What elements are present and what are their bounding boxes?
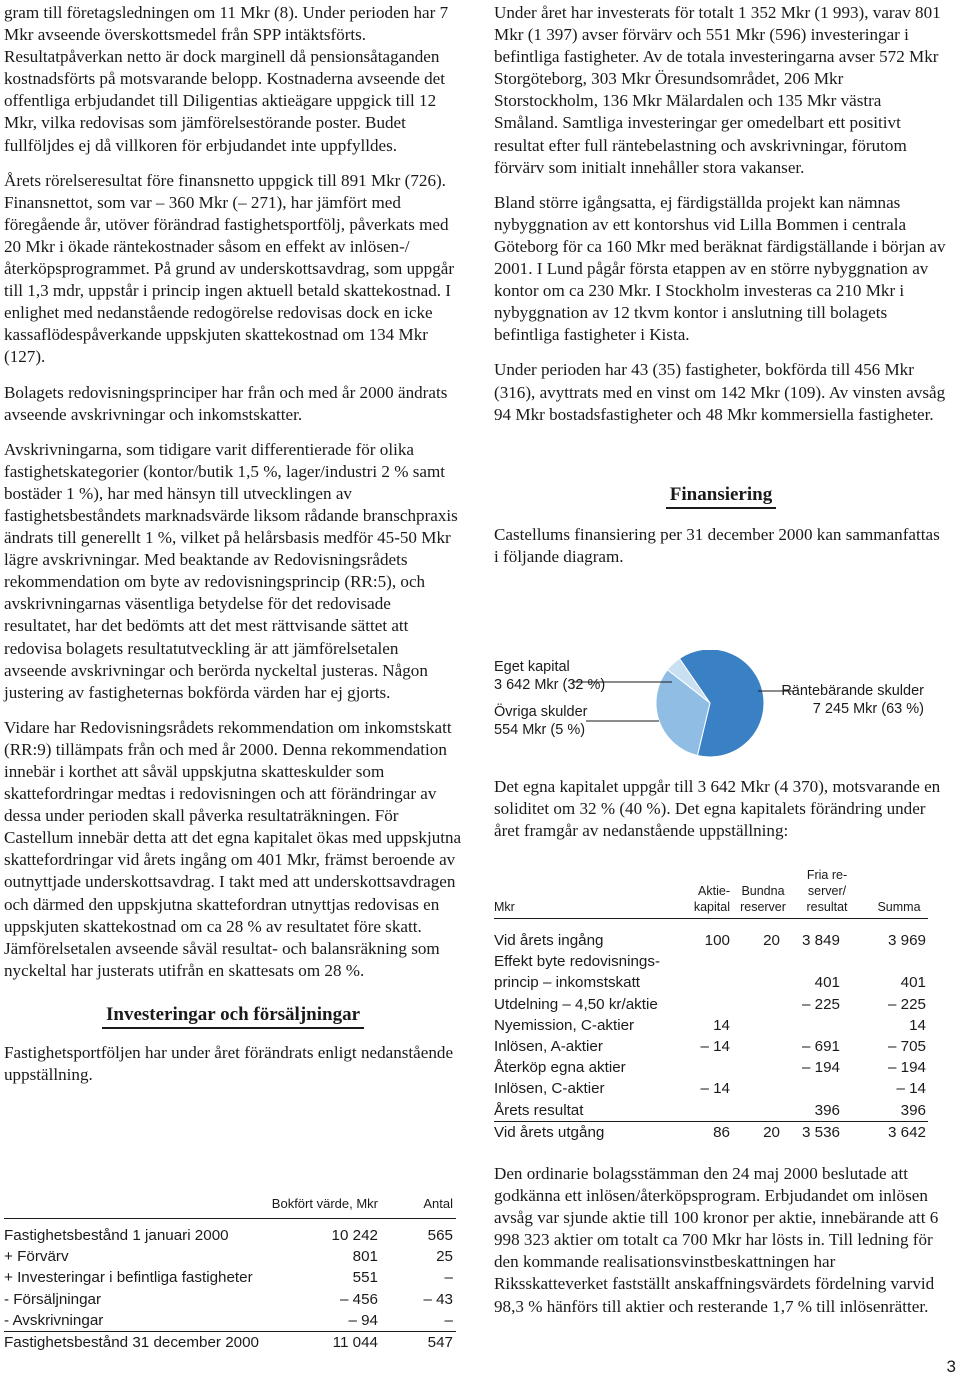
table-row <box>494 1100 928 1121</box>
row-label: Återköp egna aktier <box>494 1059 626 1077</box>
table-row <box>494 951 928 972</box>
row-value: 3 642 <box>887 1123 926 1141</box>
row-value: 3 969 <box>887 932 926 949</box>
paragraph: Bolagets redovisningsprinciper har från och med år 2000 ändrats avseende avskrivningar och inkomstskatter. <box>4 382 448 424</box>
paragraph: Fastighetsportföljen har under året förändrats enligt nedanstående uppställning. <box>4 1042 454 1085</box>
paragraph: Under året har investerats för totalt 1 352 Mkr (1 993), varav 801 Mkr (1 397) avser förvärv och 551 Mkr (596) investeringar i befintliga fastigheter. Av de totala investeringarna avser 572 Mkr Storgöteborg, 303 Mkr Öresundsområdet, 206 Mkr Storstockholm, 136 Mkr Mälardalen och 135 Mkr västra Småland. Samtliga investeringar ger omedelbart ett positivt resultat efter full räntebelastning och avskrivningar, förutom förvärv som initialt innehåller stora vakanser. <box>494 3 941 177</box>
row-value: 100 <box>704 932 730 949</box>
row-label: Inlösen, C-aktier <box>494 1080 605 1098</box>
row-value: 14 <box>713 1016 730 1034</box>
row-value: 396 <box>900 1101 926 1119</box>
table-row: - Försäljningar – 456 – 43 <box>4 1290 453 1308</box>
row-label: Vid årets utgång <box>494 1123 605 1141</box>
column-header: Bundna reserver <box>740 884 786 914</box>
table-total-row <box>494 1121 928 1143</box>
row-value: – 194 <box>887 1059 926 1077</box>
table-row <box>494 1015 928 1036</box>
row-value: – 14 <box>896 1080 926 1098</box>
paragraph: Årets rörelseresultat före finansnetto uppgick till 891 Mkr (726). Finansnettot, som var – 360 Mkr (– 271), har jämfört med föregående år, utöver förändrad fastighetsportfölj, påverkats med 20 Mkr i ökade räntekostnader såsom en effekt av inlösen-/återköpsprogrammet. På grund av underskottsavdrag, som uppgår till 1,3 mdr, uppstår i princip ingen aktuell betald skattekostnad. I enlighet med nedanstående redogörelse redovisas dock en icke kassaflödespåverkande uppskjuten skattekostnad om 134 Mkr (127). <box>4 170 455 367</box>
column-header: Summa <box>877 900 921 914</box>
portfolio-table <box>4 1194 456 1353</box>
right-column-bottom <box>494 1163 948 1331</box>
row-value: – 691 <box>801 1037 840 1055</box>
table-row: - Avskrivningar – 94 – <box>4 1311 453 1329</box>
row-value: – 225 <box>887 995 926 1013</box>
table-row: + Investeringar i befintliga fastigheter 551 – <box>4 1269 453 1287</box>
equity-table <box>494 866 928 1143</box>
paragraph: Castellums finansiering per 31 december 2000 kan sammanfattas i följande diagram. <box>494 524 940 566</box>
table-row: + Förvärv 801 25 <box>4 1248 453 1266</box>
column-header: Antal <box>423 1196 453 1211</box>
paragraph: Den ordinarie bolagsstämman den 24 maj 2000 beslutade att godkänna ett inlösen/återköpsprogram. Erbjudandet om inlösen avsåg var sjunde aktie till 100 kronor per aktie, innebärande att 6 998 323 aktier om totalt ca 700 Mkr har lösts in. Till ledning för den kommande realisationsvinstbeskattningen har Riksskatteverket fastställt anskaffningsvärdets fördelning varvid 98,3 % hänförs till aktier och resterande 1,7 % till inlösenrätter. <box>494 1164 939 1316</box>
row-value: – 225 <box>801 995 840 1013</box>
column-header: Mkr <box>494 900 515 914</box>
row-label: Inlösen, A-aktier <box>494 1037 603 1055</box>
row-value: 3 536 <box>801 1123 840 1141</box>
paragraph: gram till företagsledningen om 11 Mkr (8). Under perioden har 7 Mkr avseende överskottsmedel från SPP intäktsförts. Resultatpåverkan netto är dock marginell då pensionsåtaganden kostnadsförts på motsvarande belopp. Kostnaderna avseende det offentliga erbjudandet till Diligentias aktieägare uppgick till 12 Mkr, vilka redovisas som jämförelsestörande poster. Budet fullföljdes ej då villkoren för erbjudandet inte uppfylldes. <box>4 3 449 155</box>
pie-label-ovriga-skulder: Övriga skulder 554 Mkr (5 %) <box>494 704 588 738</box>
row-value: – 705 <box>887 1037 926 1055</box>
row-value: 401 <box>900 974 926 992</box>
paragraph: Vidare har Redovisningsrådets rekommendation om inkomstskatt (RR:9) tillämpats från och med år 2000. Denna rekommendation innebär i korthet att såväl uppskjutna skatteskulder som skattefordringar medtas i redovisningen och att förändringar av dessa under perioden skall påverka resultaträkningen. För Castellum innebär detta att det egna kapitalet ökas med uppskjutna skattefordringar vid årets ingång om 401 Mkr, främst beroende av outnyttjade underskottsavdrag. I takt med att underskottsavdragen och därmed den uppskjutna skattefordran utnyttjas redovisas en uppskjuten skattekostnad om ca 28 % av resultatet före skatt. Jämförelsetalen avseende såväl resultat- och balansräkning som nyckeltal har justerats utifrån en skattesats om 28 %. <box>4 717 462 980</box>
section-heading: Investeringar och försäljningar <box>4 1004 462 1026</box>
row-value: – 194 <box>801 1059 840 1077</box>
page-number: 3 <box>946 1357 956 1376</box>
table-row <box>494 1057 928 1078</box>
row-value: – 14 <box>700 1037 730 1055</box>
row-label: princip – inkomstskatt <box>494 974 641 992</box>
paragraph: Bland större igångsatta, ej färdigställda projekt kan nämnas nybyggnation av ett kontorshus vid Lilla Bommen i centrala Göteborg för ca 160 Mkr med beräknat färdigställande i början av 2001. I Lund pågår första etappen av en större nybyggnation av kontor om ca 230 Mkr. I Stockholm investeras ca 210 Mkr i nybyggnation av 12 tkvm kontor i anslutning till bolagets befintliga fastigheter i Kista. <box>494 192 946 345</box>
row-value: 3 849 <box>801 932 840 949</box>
row-label: Vid årets ingång <box>494 932 604 949</box>
table-row: Fastighetsbestånd 1 januari 2000 10 242 565 <box>4 1227 453 1244</box>
table-row <box>494 1036 928 1057</box>
column-header: Aktie- kapital <box>693 884 730 914</box>
table-row <box>494 930 928 951</box>
row-value: 396 <box>814 1101 840 1119</box>
paragraph: Avskrivningarna, som tidigare varit differentierade för olika fastighetskategorier (kontor/butik 1,5 %, lager/industri 2 % samt bostäder 1 %), har med hänsyn till utvecklingen av fastighetsbeståndets marknadsvärde liksom rådande branschpraxis ändrats till generellt 1 %, vilket på helårsbasis medför 45-50 Mkr lägre avskrivningar. Med beaktande av Redovisningsrådets rekommendation om byte av redovisningsprincip (RR:5), och avskrivningarnas väsentliga betydelse för det redovisade resultatet, har det bedömts att det mest rättvisande sättet att redovisa bolagets resultatutveckling är att jämförelsetalen avseende avskrivningar och berörda nyckeltal justeras. Någon justering av fastigheternas bokförda värden har ej gjorts. <box>4 439 458 702</box>
column-header: Fria re- server/ resultat <box>806 868 848 914</box>
pie-label-eget-kapital: Eget kapital 3 642 Mkr (32 %) <box>494 659 606 693</box>
table-row <box>494 994 928 1015</box>
table-row <box>494 1078 928 1099</box>
pie-label-rantebarande: Räntebärande skulder 7 245 Mkr (63 %) <box>781 683 924 717</box>
table-row <box>494 972 928 993</box>
row-label: Nyemission, C-aktier <box>494 1016 635 1034</box>
left-column <box>4 0 462 1099</box>
row-value: 20 <box>763 932 780 949</box>
column-header: Bokfört värde, Mkr <box>271 1196 378 1211</box>
row-label: Utdelning – 4,50 kr/aktie <box>494 995 658 1013</box>
row-value: 86 <box>713 1123 730 1141</box>
table-total-row: Fastighetsbestånd 31 december 2000 11 044 547 <box>4 1331 456 1353</box>
row-value: – 14 <box>700 1080 730 1098</box>
right-column-lower <box>494 776 948 855</box>
table-header <box>4 1194 456 1219</box>
paragraph: Det egna kapitalet uppgår till 3 642 Mkr (4 370), motsvarande en soliditet om 32 % (40 %). Det egna kapitalets förändring under året framgår av nedanstående uppställning: <box>494 777 941 841</box>
row-value: 20 <box>763 1123 780 1141</box>
right-column <box>494 0 948 581</box>
row-value: 14 <box>909 1016 926 1034</box>
row-label: Effekt byte redovisnings- <box>494 953 661 971</box>
row-label: Årets resultat <box>494 1101 584 1119</box>
financing-pie-chart <box>494 650 954 760</box>
table-header <box>494 866 928 919</box>
paragraph: Under perioden har 43 (35) fastigheter, bokförda till 456 Mkr (316), avyttrats med en vinst om 142 Mkr (109). Av vinsten avsåg 94 Mkr bostadsfastigheter och 48 Mkr kommersiella fastigheter. <box>494 360 946 424</box>
section-heading: Finansiering <box>494 484 948 506</box>
row-value: 401 <box>814 974 840 992</box>
